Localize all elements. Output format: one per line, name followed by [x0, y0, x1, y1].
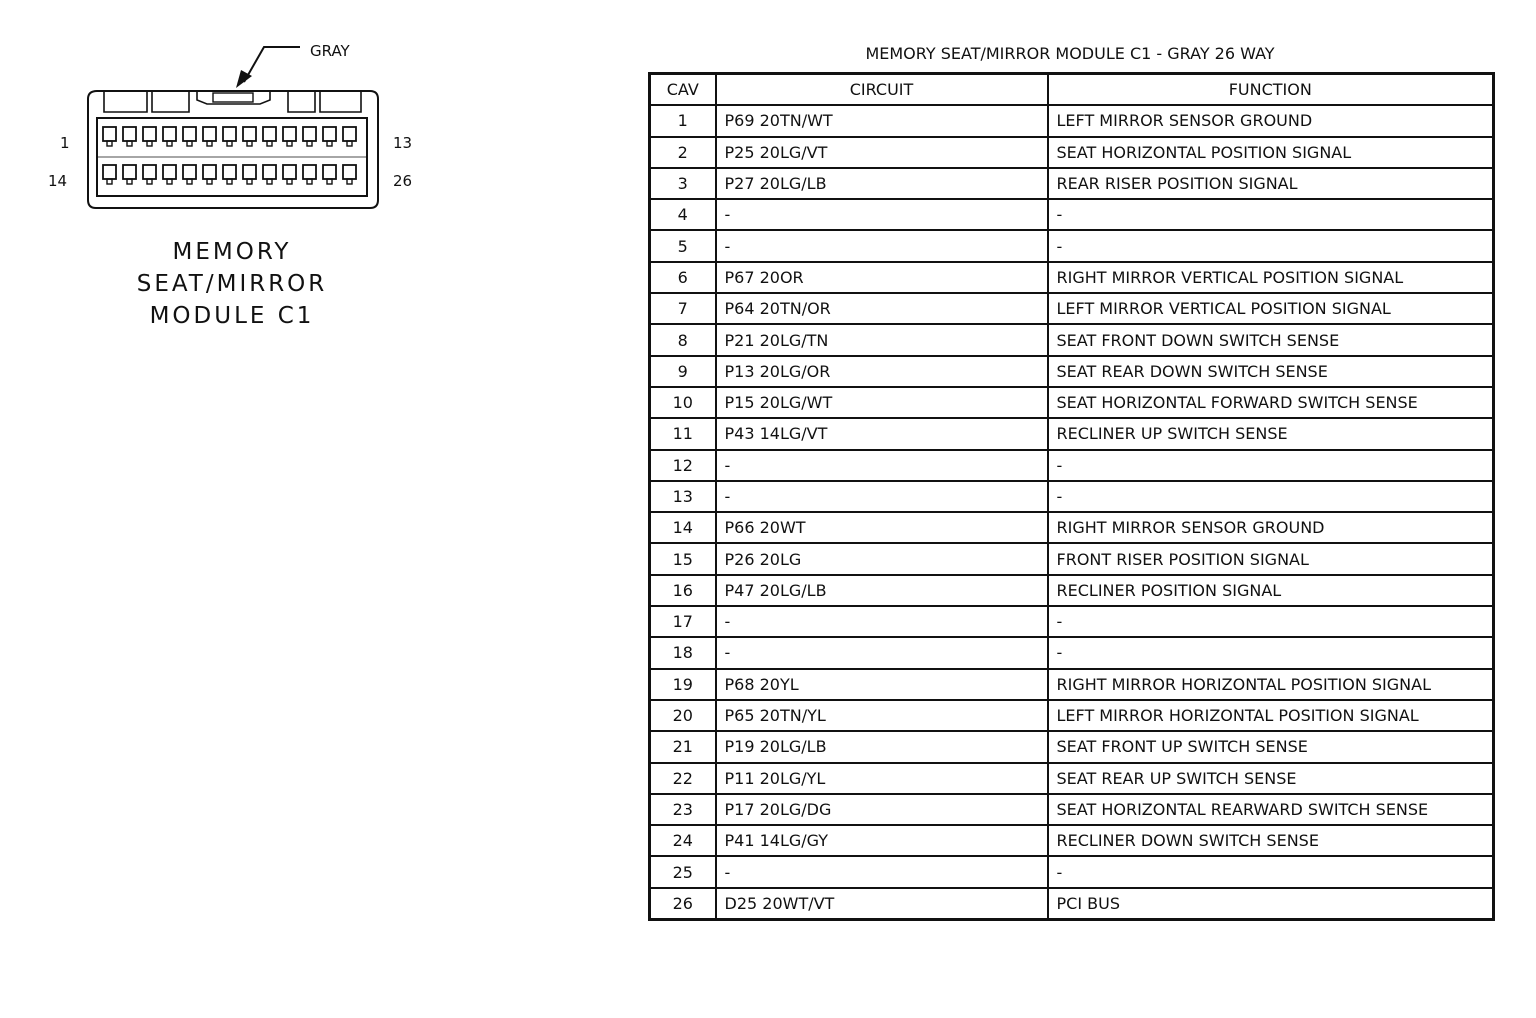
pin-cavity-9 [263, 127, 276, 141]
circuit-cell: P64 20TN/OR [716, 293, 1048, 324]
housing-tab-right-2 [320, 91, 361, 112]
circuit-cell: P27 20LG/LB [716, 168, 1048, 199]
table-row [650, 669, 1494, 700]
cav-cell: 6 [650, 262, 716, 293]
table-title: MEMORY SEAT/MIRROR MODULE C1 - GRAY 26 WAY [865, 44, 1275, 63]
header-circuit: CIRCUIT [716, 74, 1048, 106]
cav-cell: 12 [650, 450, 716, 481]
pin-label-1: 1 [60, 134, 70, 152]
function-cell: LEFT MIRROR VERTICAL POSITION SIGNAL [1048, 293, 1494, 324]
function-cell: SEAT FRONT UP SWITCH SENSE [1048, 731, 1494, 762]
color-callout-leader [244, 47, 300, 82]
pin-cavity-3 [143, 127, 156, 141]
pin-cavity-17 [163, 165, 176, 179]
table-row [650, 856, 1494, 887]
pin-cavity-18 [183, 165, 196, 179]
cav-cell: 10 [650, 387, 716, 418]
pin-cavity-22 [263, 165, 276, 179]
function-cell: RIGHT MIRROR VERTICAL POSITION SIGNAL [1048, 262, 1494, 293]
function-cell: - [1048, 481, 1494, 512]
cav-cell: 20 [650, 700, 716, 731]
function-cell: REAR RISER POSITION SIGNAL [1048, 168, 1494, 199]
function-cell: - [1048, 230, 1494, 261]
pin-row-top [103, 127, 356, 146]
pin-cavity-14 [103, 165, 116, 179]
table-row [650, 230, 1494, 261]
pin-cavity-6 [203, 127, 216, 141]
cav-cell: 19 [650, 669, 716, 700]
function-cell: RIGHT MIRROR HORIZONTAL POSITION SIGNAL [1048, 669, 1494, 700]
connector-title [112, 236, 352, 332]
table-row [650, 293, 1494, 324]
header-cav: CAV [650, 74, 716, 106]
function-cell: SEAT FRONT DOWN SWITCH SENSE [1048, 324, 1494, 355]
table-row [650, 888, 1494, 920]
circuit-cell: - [716, 230, 1048, 261]
pin-row-bottom [103, 165, 356, 184]
cav-cell: 26 [650, 888, 716, 920]
table-row [650, 606, 1494, 637]
table-body [650, 105, 1494, 919]
pin-cavity-23 [283, 165, 296, 179]
cav-cell: 5 [650, 230, 716, 261]
pin-cavity-20 [223, 165, 236, 179]
circuit-cell: D25 20WT/VT [716, 888, 1048, 920]
circuit-cell: P43 14LG/VT [716, 418, 1048, 449]
cav-cell: 7 [650, 293, 716, 324]
circuit-cell: P65 20TN/YL [716, 700, 1048, 731]
table-row [650, 481, 1494, 512]
table-row [650, 105, 1494, 136]
table-row [650, 450, 1494, 481]
pinout-table [648, 72, 1495, 921]
table-row [650, 137, 1494, 168]
table-row [650, 168, 1494, 199]
connector-housing [88, 91, 378, 208]
cav-cell: 21 [650, 731, 716, 762]
pin-cavity-7 [223, 127, 236, 141]
cav-cell: 25 [650, 856, 716, 887]
pin-cavity-15 [123, 165, 136, 179]
table-row [650, 637, 1494, 668]
pin-cavity-2 [123, 127, 136, 141]
function-cell: SEAT REAR DOWN SWITCH SENSE [1048, 356, 1494, 387]
cav-cell: 23 [650, 794, 716, 825]
cav-cell: 22 [650, 763, 716, 794]
table-row [650, 575, 1494, 606]
circuit-cell: P47 20LG/LB [716, 575, 1048, 606]
circuit-cell: - [716, 637, 1048, 668]
function-cell: PCI BUS [1048, 888, 1494, 920]
pin-label-14: 14 [48, 172, 68, 190]
pin-cavity-8 [243, 127, 256, 141]
connector-title-line-3: MODULE C1 [149, 303, 315, 329]
function-cell: FRONT RISER POSITION SIGNAL [1048, 543, 1494, 574]
pin-cavity-19 [203, 165, 216, 179]
function-cell: LEFT MIRROR HORIZONTAL POSITION SIGNAL [1048, 700, 1494, 731]
table-row [650, 700, 1494, 731]
connector-diagram [0, 0, 600, 360]
connector-drawing [0, 0, 600, 240]
cav-cell: 18 [650, 637, 716, 668]
circuit-cell: P15 20LG/WT [716, 387, 1048, 418]
cav-cell: 1 [650, 105, 716, 136]
circuit-cell: - [716, 856, 1048, 887]
cav-cell: 15 [650, 543, 716, 574]
cav-cell: 13 [650, 481, 716, 512]
cav-cell: 16 [650, 575, 716, 606]
cav-cell: 24 [650, 825, 716, 856]
pin-cavity-10 [283, 127, 296, 141]
circuit-cell: P66 20WT [716, 512, 1048, 543]
header-function: FUNCTION [1048, 74, 1494, 106]
table-row [650, 731, 1494, 762]
function-cell: - [1048, 637, 1494, 668]
lock-latch-window [213, 93, 253, 102]
table-row [650, 199, 1494, 230]
housing-tab-left-2 [152, 91, 189, 112]
pin-cavity-13 [343, 127, 356, 141]
circuit-cell: P17 20LG/DG [716, 794, 1048, 825]
circuit-cell: - [716, 199, 1048, 230]
table-row [650, 418, 1494, 449]
table-row [650, 543, 1494, 574]
cav-cell: 2 [650, 137, 716, 168]
table-row [650, 825, 1494, 856]
function-cell: SEAT REAR UP SWITCH SENSE [1048, 763, 1494, 794]
circuit-cell: - [716, 450, 1048, 481]
function-cell: - [1048, 199, 1494, 230]
function-cell: RECLINER UP SWITCH SENSE [1048, 418, 1494, 449]
function-cell: RECLINER POSITION SIGNAL [1048, 575, 1494, 606]
function-cell: SEAT HORIZONTAL FORWARD SWITCH SENSE [1048, 387, 1494, 418]
housing-tab-left [104, 91, 147, 112]
connector-title-line-1: MEMORY [172, 239, 292, 265]
cav-cell: 3 [650, 168, 716, 199]
pin-cavity-4 [163, 127, 176, 141]
cav-cell: 9 [650, 356, 716, 387]
circuit-cell: P26 20LG [716, 543, 1048, 574]
function-cell: RECLINER DOWN SWITCH SENSE [1048, 825, 1494, 856]
circuit-cell: P67 20OR [716, 262, 1048, 293]
pin-cavity-12 [323, 127, 336, 141]
cav-cell: 17 [650, 606, 716, 637]
circuit-cell: P41 14LG/GY [716, 825, 1048, 856]
function-cell: - [1048, 606, 1494, 637]
table-row [650, 324, 1494, 355]
pin-cavity-21 [243, 165, 256, 179]
circuit-cell: P21 20LG/TN [716, 324, 1048, 355]
pin-label-13: 13 [393, 134, 413, 152]
table-row [650, 794, 1494, 825]
connector-color-label: GRAY [310, 42, 350, 60]
function-cell: - [1048, 856, 1494, 887]
pin-cavity-16 [143, 165, 156, 179]
table-row [650, 763, 1494, 794]
pin-cavity-11 [303, 127, 316, 141]
table-header-row [650, 74, 1494, 106]
table-row [650, 262, 1494, 293]
table-row [650, 512, 1494, 543]
pin-cavity-24 [303, 165, 316, 179]
circuit-cell: P19 20LG/LB [716, 731, 1048, 762]
table-row [650, 356, 1494, 387]
connector-title-line-2: SEAT/MIRROR [136, 271, 328, 297]
function-cell: LEFT MIRROR SENSOR GROUND [1048, 105, 1494, 136]
pin-cavity-5 [183, 127, 196, 141]
cav-cell: 14 [650, 512, 716, 543]
cav-cell: 11 [650, 418, 716, 449]
cav-cell: 8 [650, 324, 716, 355]
circuit-cell: P11 20LG/YL [716, 763, 1048, 794]
function-cell: RIGHT MIRROR SENSOR GROUND [1048, 512, 1494, 543]
function-cell: SEAT HORIZONTAL POSITION SIGNAL [1048, 137, 1494, 168]
cav-cell: 4 [650, 199, 716, 230]
pin-cavity-25 [323, 165, 336, 179]
pin-label-26: 26 [393, 172, 413, 190]
function-cell: - [1048, 450, 1494, 481]
function-cell: SEAT HORIZONTAL REARWARD SWITCH SENSE [1048, 794, 1494, 825]
circuit-cell: - [716, 606, 1048, 637]
circuit-cell: P68 20YL [716, 669, 1048, 700]
circuit-cell: - [716, 481, 1048, 512]
pin-cavity-26 [343, 165, 356, 179]
circuit-cell: P69 20TN/WT [716, 105, 1048, 136]
table-row [650, 387, 1494, 418]
circuit-cell: P13 20LG/OR [716, 356, 1048, 387]
housing-tab-right [288, 91, 315, 112]
circuit-cell: P25 20LG/VT [716, 137, 1048, 168]
pin-cavity-1 [103, 127, 116, 141]
